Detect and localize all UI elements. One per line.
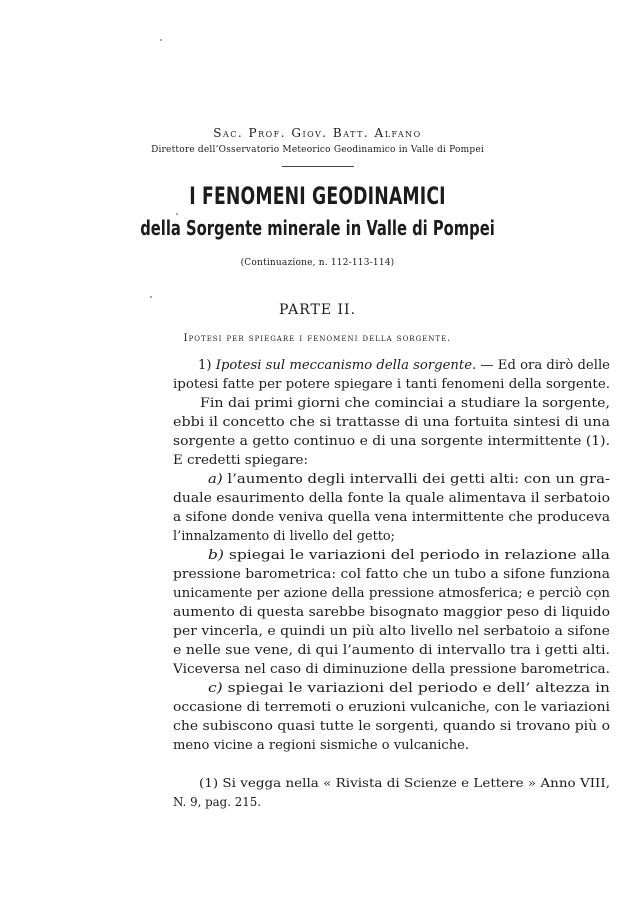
body-text: l’aumento degli intervalli dei getti alti: con un gra- bbox=[222, 472, 610, 487]
body-line: E credetti spiegare: bbox=[173, 453, 309, 468]
body-line: ipotesi fatte per potere spiegare i tanti fenomeni della sorgente. bbox=[173, 377, 611, 392]
header-divider bbox=[282, 166, 354, 167]
body-line: ebbi il concetto che si trattasse di una fortuita sintesi di una bbox=[173, 415, 611, 430]
affiliation-line: Direttore dell’Osservatorio Meteorico Geodinamico in Valle di Pompei bbox=[151, 145, 484, 155]
body-line: e nelle sue vene, di qui l’aumento di intervallo tra i getti alti. bbox=[173, 643, 611, 658]
body-line: occasione di terremoti o eruzioni vulcaniche, con le variazioni bbox=[173, 700, 610, 715]
body-line bbox=[198, 358, 610, 373]
body-line: Fin dai primi giorni che cominciai a studiare la sorgente, bbox=[200, 396, 611, 411]
scan-speck bbox=[150, 296, 152, 298]
body-line: a sifone donde veniva quella vena intermittente che produceva bbox=[173, 510, 611, 525]
article-subtitle: della Sorgente minerale in Valle di Pompei bbox=[140, 216, 495, 240]
part-heading: PARTE II. bbox=[278, 302, 357, 318]
body-line: Viceversa nel caso di diminuzione della pressione barometrica. bbox=[173, 662, 610, 677]
body-line bbox=[208, 472, 610, 487]
body-text: spiegai le variazioni del periodo e dell’ altezza in bbox=[222, 681, 611, 696]
body-line: pressione barometrica: col fatto che un tubo a sifone funziona bbox=[173, 567, 610, 582]
body-line: duale esaurimento della fonte la quale alimentava il serbatoio bbox=[173, 491, 610, 506]
section-subtitle: Ipotesi per spiegare i fenomeni della sorgente. bbox=[183, 333, 452, 344]
scan-speck bbox=[160, 39, 162, 41]
body-line: sorgente a getto continuo e di una sorgente intermittente (1). bbox=[173, 434, 611, 449]
scan-speck bbox=[176, 213, 178, 215]
body-line: per vincerla, e quindi un più alto livello nel serbatoio a sifone bbox=[173, 624, 610, 639]
author-line: Sac. Prof. Giov. Batt. Alfano bbox=[213, 126, 422, 140]
body-text: — Ed ora dirò delle bbox=[476, 358, 610, 373]
body-line: che subiscono quasi tutte le sorgenti, quando si trovano più o bbox=[173, 719, 610, 734]
body-line bbox=[208, 681, 610, 696]
body-line: meno vicine a regioni sismiche o vulcaniche. bbox=[173, 738, 470, 753]
list-label: a) bbox=[208, 472, 223, 487]
italic-heading: Ipotesi sul meccanismo della sorgente. bbox=[215, 358, 477, 373]
footnote-line: N. 9, pag. 215. bbox=[173, 794, 262, 809]
body-line: unicamente per azione della pressione atmosferica; e perciò con bbox=[173, 586, 611, 601]
continuation-note: (Continuazione, n. 112-113-114) bbox=[240, 258, 395, 268]
body-text: spiegai le variazioni del periodo in relazione alla bbox=[223, 548, 610, 563]
paragraph-number: 1) bbox=[198, 358, 212, 373]
list-label: b) bbox=[208, 548, 224, 563]
list-label: c) bbox=[208, 681, 223, 696]
article-title: I FENOMENI GEODINAMICI bbox=[189, 182, 446, 210]
body-line bbox=[208, 548, 610, 563]
body-line: l’innalzamento di livello del getto; bbox=[173, 529, 396, 544]
body-line: aumento di questa sarebbe bisognato maggior peso di liquido bbox=[173, 605, 611, 620]
footnote-line: (1) Si vegga nella « Rivista di Scienze e Lettere » Anno VIII, bbox=[199, 775, 610, 790]
